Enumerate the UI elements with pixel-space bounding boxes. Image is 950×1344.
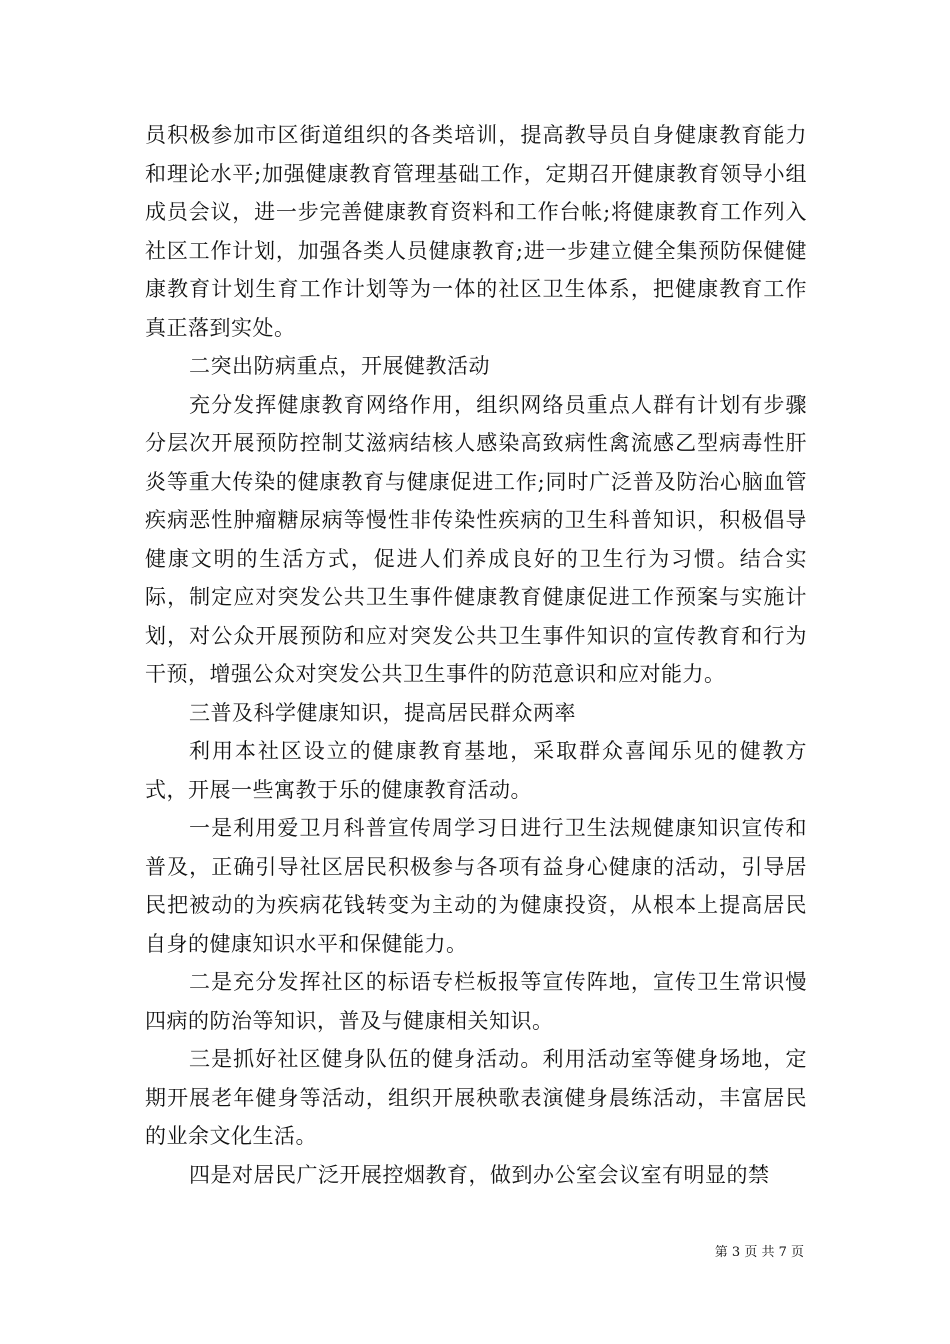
paragraph: 三是抓好社区健身队伍的健身活动。利用活动室等健身场地，定期开展老年健身等活动，组织开展秧歌表演健身晨练活动，丰富居民的业余文化生活。: [145, 1047, 807, 1148]
paragraph: 二是充分发挥社区的标语专栏板报等宣传阵地，宣传卫生常识慢四病的防治等知识，普及与健康相关知识。: [145, 970, 807, 1033]
section-heading-3: 三普及科学健康知识，提高居民群众两率: [189, 700, 576, 725]
document-body: [145, 116, 807, 1194]
section-heading-2: 二突出防病重点，开展健教活动: [189, 354, 490, 378]
paragraph: 利用本社区设立的健康教育基地，采取群众喜闻乐见的健教方式，开展一些寓教于乐的健康教育活动。: [145, 739, 807, 802]
paragraph: 充分发挥健康教育网络作用，组织网络员重点人群有计划有步骤分层次开展预防控制艾滋病结核人感染高致病性禽流感乙型病毒性肝炎等重大传染的健康教育与健康促进工作;同时广泛普及防治心脑血管疾病恶性肿瘤糖尿病等慢性非传染性疾病的卫生科普知识，积极倡导健康文明的生活方式，促进人们养成良好的卫生行为习惯。结合实际，制定应对突发公共卫生事件健康教育健康促进工作预案与实施计划，对公众开展预防和应对突发公共卫生事件知识的宣传教育和行为干预，增强公众对突发公共卫生事件的防范意识和应对能力。: [145, 392, 807, 686]
page-number: 第 3 页 共 7 页: [714, 1245, 804, 1260]
paragraph-continuation: 员积极参加市区街道组织的各类培训，提高教导员自身健康教育能力和理论水平;加强健康教育管理基础工作，定期召开健康教育领导小组成员会议，进一步完善健康教育资料和工作台帐;将健康教育工作列入社区工作计划，加强各类人员健康教育;进一步建立健全集预防保健健康教育计划生育工作计划等为一体的社区卫生体系，把健康教育工作真正落到实处。: [145, 123, 807, 340]
paragraph: 一是利用爱卫月科普宣传周学习日进行卫生法规健康知识宣传和普及，正确引导社区居民积极参与各项有益身心健康的活动，引导居民把被动的为疾病花钱转变为主动的为健康投资，从根本上提高居民自身的健康知识水平和保健能力。: [145, 816, 807, 956]
paragraph: 四是对居民广泛开展控烟教育，做到办公室会议室有明显的禁: [189, 1162, 770, 1187]
